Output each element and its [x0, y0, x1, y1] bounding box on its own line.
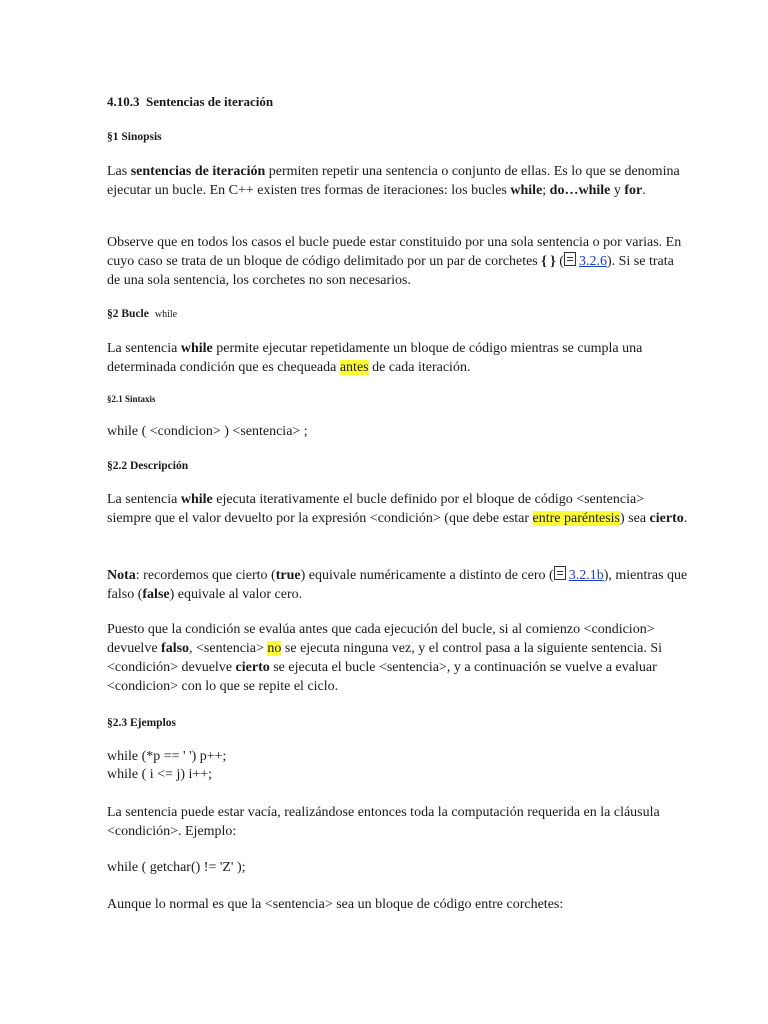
syntax-line: while ( <condicion> ) <sentencia> ;: [107, 424, 308, 439]
highlight-antes: antes: [339, 360, 369, 375]
subsection-ejemplos-title: §2.3 Ejemplos: [107, 717, 176, 729]
example-line-2: while ( i <= j) i++;: [107, 767, 213, 782]
paragraph-observe: Observe que en todos los casos el bucle puede estar constituido por una sola sentencia o por varias. En cuyo caso se trata de un bloque de código delimitado por un par de corchetes { } ( 3.2.6). Si se trata de una sola sentencia, los corchetes no son necesarios.: [107, 235, 682, 288]
document-icon: [554, 566, 566, 580]
link-3-2-6[interactable]: 3.2.6: [578, 254, 607, 269]
subsection-descripcion-title: §2.2 Descripción: [107, 460, 189, 472]
paragraph-while-intro: La sentencia while permite ejecutar repetidamente un bloque de código mientras se cumpla una determinada condición que es chequeada antes de cada iteración.: [107, 341, 643, 375]
highlight-entre-parentesis: entre paréntesis: [532, 511, 620, 526]
section-title: Sentencias de iteración: [146, 94, 274, 109]
paragraph-description: La sentencia while ejecuta iterativamente el bucle definido por el bloque de código <sentencia> siempre que el valor devuelto por la expresión <condición> (que debe estar entre paréntesis) sea cierto.: [107, 492, 688, 526]
example-line-1: while (*p == ' ') p++;: [107, 749, 227, 764]
paragraph-block-statement: Aunque lo normal es que la <sentencia> sea un bloque de código entre corchetes:: [107, 897, 564, 912]
link-3-2-1b[interactable]: 3.2.1b: [568, 568, 604, 583]
section-number: 4.10.3: [107, 94, 140, 109]
subsection-bucle-title: §2 Bucle while: [107, 308, 178, 320]
example-line-3: while ( getchar() != 'Z' );: [107, 860, 246, 875]
paragraph-intro: Las sentencias de iteración permiten repetir una sentencia o conjunto de ellas. Es lo que se denomina ejecutar un bucle. En C++ existen tres formas de iteraciones: los bucles while; do…while y for.: [107, 164, 680, 198]
highlight-no: no: [267, 641, 282, 656]
paragraph-nota: Nota: recordemos que cierto (true) equivale numéricamente a distinto de cero ( 3.2.1b), mientras que falso (false) equivale al valor cero.: [107, 568, 688, 602]
document-icon: [564, 252, 576, 266]
section-heading: [107, 92, 688, 111]
paragraph-empty-statement: La sentencia puede estar vacía, realizándose entonces toda la computación requerida en la cláusula <condición>. Ejemplo:: [107, 805, 660, 839]
subsection-sinopsis-title: §1 Sinopsis: [107, 131, 162, 143]
paragraph-evaluation: Puesto que la condición se evalúa antes que cada ejecución del bucle, si al comienzo <condicion> devuelve falso, <sentencia> no se ejecuta ninguna vez, y el control pasa a la siguiente sentencia. Si <condición> devuelve cierto se ejecuta el bucle <sentencia>, y a continuación se vuelve a evaluar <condicion> con lo que se repite el ciclo.: [107, 622, 662, 694]
subsection-sintaxis-title: §2.1 Sintaxis: [107, 394, 156, 404]
